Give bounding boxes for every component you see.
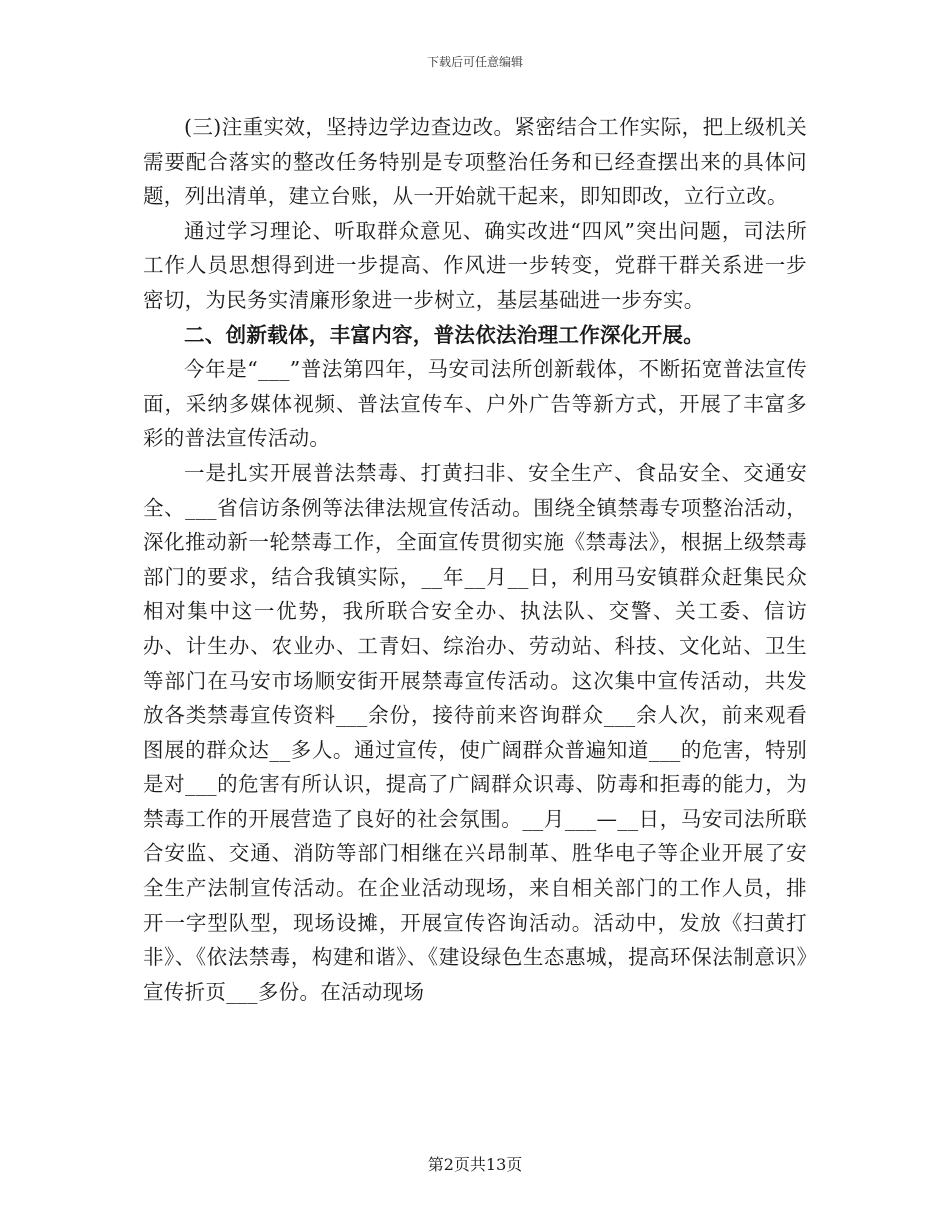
paragraph-study-results: 通过学习理论、听取群众意见、确实改进“四风”突出问题，司法所工作人员思想得到进一步提高、作风进一步转变，党群干群关系进一步密切，为民务实清廉形象进一步树立，基层基础进一步夯实。 <box>143 218 807 312</box>
section-heading-legal-education: 二、创新载体，丰富内容，普法依法治理工作深化开展。 <box>184 322 704 347</box>
paragraph-rectification: (三)注重实效，坚持边学边查边改。紧密结合工作实际，把上级机关需要配合落实的整改任务特别是专项整治任务和已经查摆出来的具体问题，列出清单，建立台账，从一开始就干起来，即知即改，立行立改。 <box>143 115 807 209</box>
page-number: 第2页共13页 <box>427 1155 523 1174</box>
document-body <box>143 110 807 1009</box>
paragraph-anti-drug-campaign: 一是扎实开展普法禁毒、打黄扫非、安全生产、食品安全、交通安全、___省信访条例等法律法规宣传活动。围绕全镇禁毒专项整治活动，深化推动新一轮禁毒工作，全面宣传贯彻实施《禁毒法》，根据上级禁毒部门的要求，结合我镇实际，__年__月__日，利用马安镇群众赶集民众相对集中这一优势，我所联合安全办、执法队、交警、关工委、信访办、计生办、农业办、工青妇、综治办、劳动站、科技、文化站、卫生等部门在马安市场顺安街开展禁毒宣传活动。这次集中宣传活动，共发放各类禁毒宣传资料___余份，接待前来咨询群众___余人次，前来观看图展的群众达__多人。通过宣传，使广阔群众普遍知道___的危害，特别是对___的危害有所认识，提高了广阔群众识毒、防毒和拒毒的能力，为禁毒工作的开展营造了良好的社会氛围。__月___—__日，马安司法所联合安监、交通、消防等部门相继在兴昂制革、胜华电子等企业开展了安全生产法制宣传活动。在企业活动现场，来自相关部门的工作人员，排开一字型队型，现场设摊，开展宣传咨询活动。活动中，发放《扫黄打非》、《依法禁毒，构建和谐》、《建设绿色生态惠城，提高环保法制意识》宣传折页___多份。在活动现场 <box>143 460 807 1004</box>
paragraph-legal-publicity-intro: 今年是“___”普法第四年，马安司法所创新载体，不断拓宽普法宣传面，采纳多媒体视频、普法宣传车、户外广告等新方式，开展了丰富多彩的普法宣传活动。 <box>143 357 807 451</box>
page-header-note: 下载后可任意编辑 <box>426 55 523 69</box>
